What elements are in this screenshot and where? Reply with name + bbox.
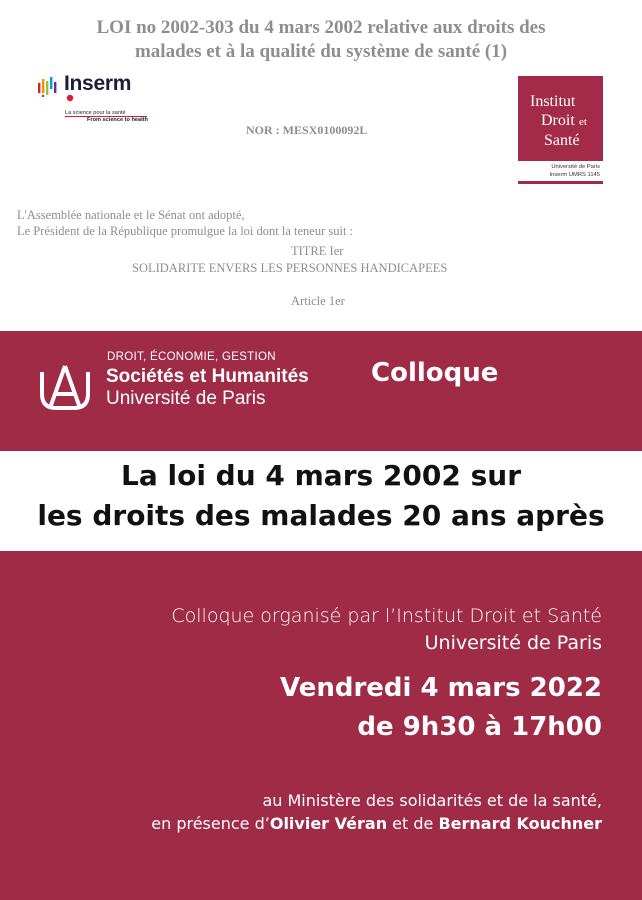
organizer-line-2: Université de Paris [424,632,602,654]
guest-1: Olivier Véran [269,814,388,833]
institut-logo-bar [518,181,603,184]
institut-droit-sante-logo [518,76,603,185]
guest-2: Bernard Kouchner [438,814,602,833]
university-faculty-name: Sociétés et Humanités [106,366,309,387]
venue-line-2 [151,814,602,833]
institut-logo-line-1: Institut [530,93,576,110]
event-title-line-2: les droits des malades 20 ans après [37,499,605,532]
law-paragraph-1: L'Assemblée nationale et le Sénat ont adopté, [17,208,245,222]
institut-logo-box [518,76,603,161]
law-title-line-1: LOI no 2002-303 du 4 mars 2002 relative aux droits des [96,17,546,38]
law-title [20,16,622,64]
university-name: Université de Paris [106,388,266,409]
institut-logo-line-2: Droit [541,112,575,129]
event-details-band [0,551,642,900]
university-faculty-caption: DROIT, ÉCONOMIE, GESTION [107,351,276,363]
inserm-dot-icon [66,94,74,102]
law-title-line-2: malades et à la qualité du système de santé (1) [134,41,508,62]
institut-logo-line-2-small: et [579,116,587,128]
institut-logo-sub-2: Inserm UMRS 1145 [549,172,600,178]
inserm-tagline-en: From science to health [87,117,148,123]
inserm-wordmark: Inserm [64,72,132,95]
universite-de-paris-emblem-icon [38,364,92,412]
institut-logo-line-3: Santé [544,132,580,149]
venue-line-1: au Ministère des solidarités et de la santé, [262,791,602,810]
law-paragraph-2: Le Président de la République promulgue la loi dont la teneur suit : [17,224,354,238]
institut-logo-sub-1: Université de Paris [551,164,600,170]
header-band [0,331,642,451]
event-time: de 9h30 à 17h00 [357,712,602,742]
event-date: Vendredi 4 mars 2022 [280,673,602,703]
law-titre-subject: SOLIDARITE ENVERS LES PERSONNES HANDICAPEES [132,261,448,275]
law-article: Article 1er [291,294,345,308]
nor-reference: NOR : MESX0100092L [246,123,368,137]
venue-prefix: en présence d’ [151,814,270,833]
event-title [0,456,642,536]
law-titre: TITRE Ier [291,244,344,258]
inserm-tagline-fr: La science pour la santé [65,110,126,116]
inserm-logo [38,74,158,124]
venue-middle: et de [387,814,439,833]
organizer-line-1: Colloque organisé par l’Institut Droit et Santé [171,605,602,627]
event-title-line-1: La loi du 4 mars 2002 sur [121,459,521,492]
inserm-dots-icon [38,77,62,97]
event-type-label: Colloque [371,358,499,388]
